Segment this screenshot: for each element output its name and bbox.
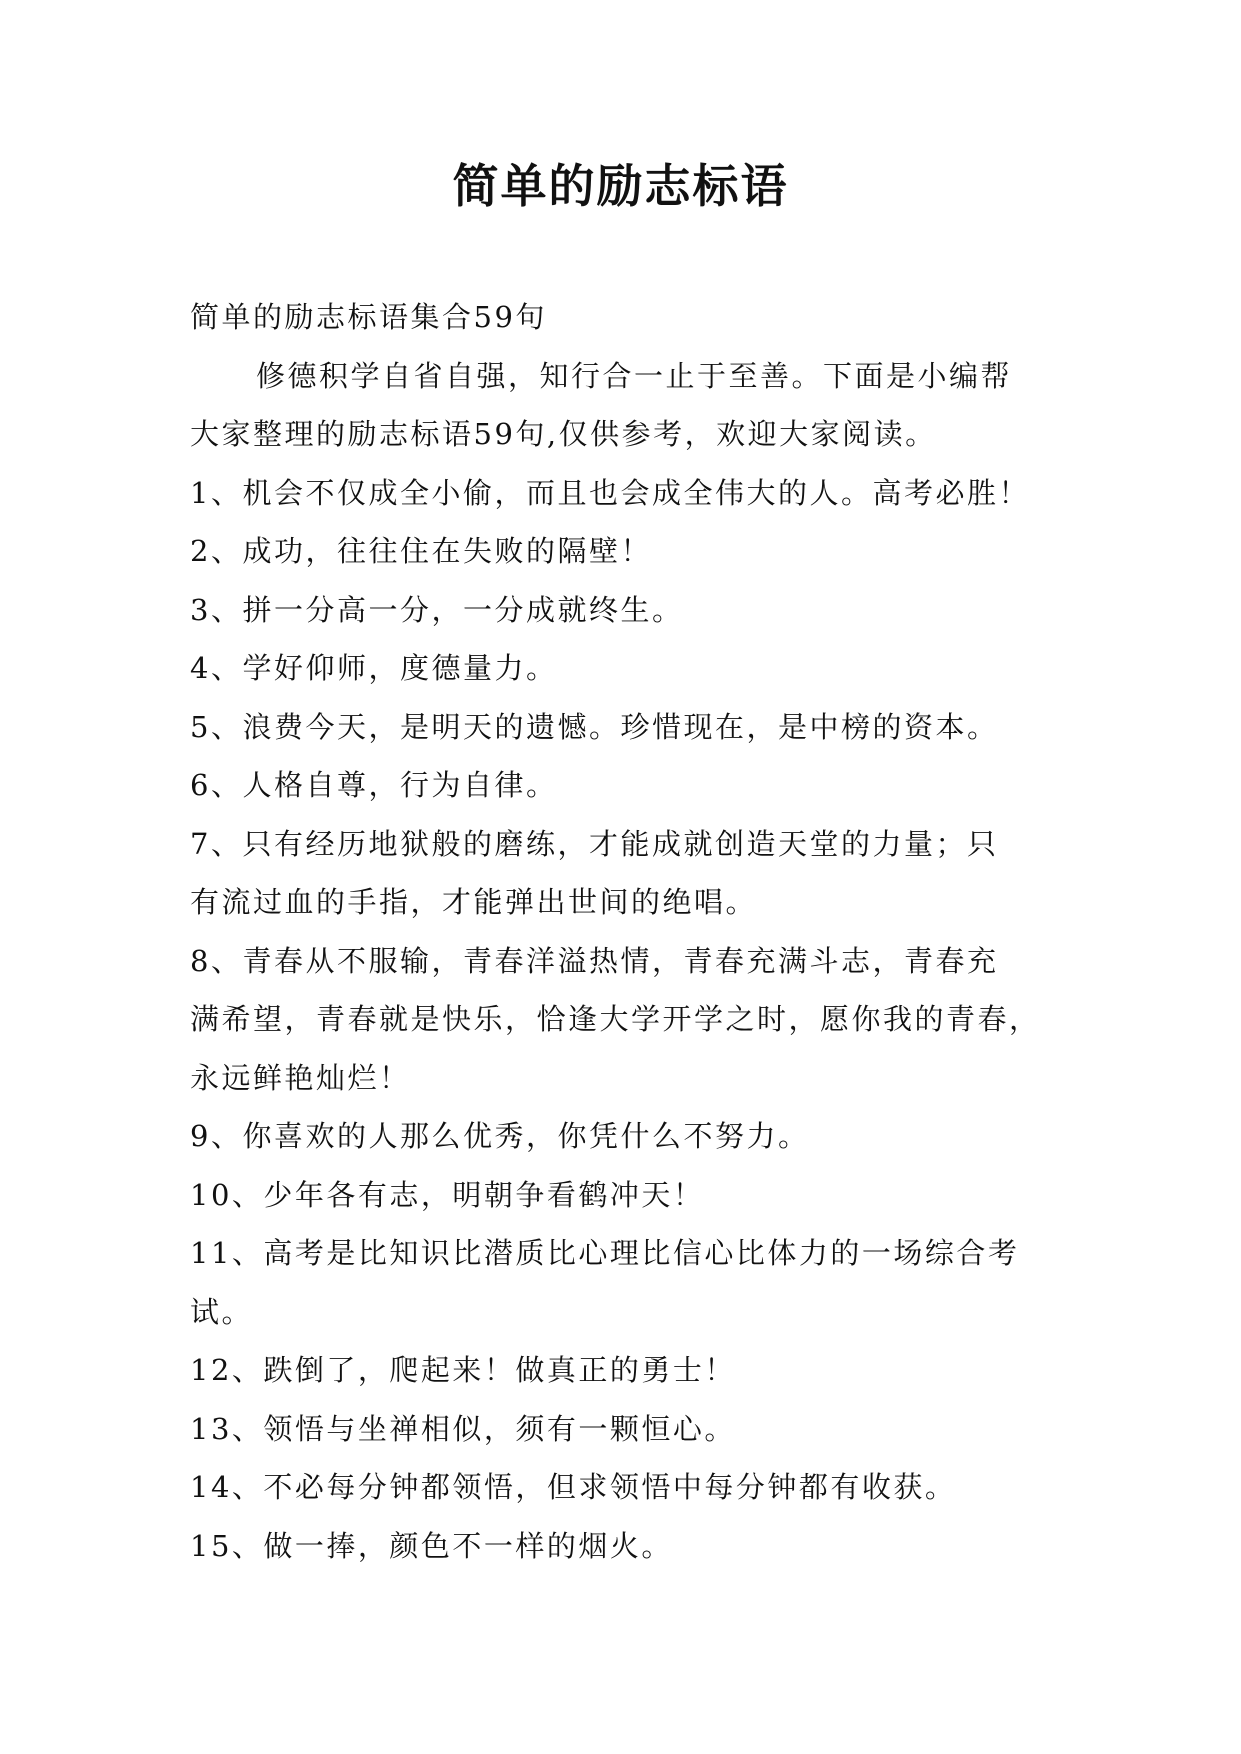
slogan-line: 9、你喜欢的人那么优秀，你凭什么不努力。 <box>190 1119 810 1153</box>
slogan-line: 14、不必每分钟都领悟，但求领悟中每分钟都有收获。 <box>190 1470 957 1504</box>
slogan-line: 5、浪费今天，是明天的遗憾。珍惜现在，是中榜的资本。 <box>190 709 999 744</box>
slogan-line: 7、只有经历地狱般的磨练，才能成就创造天堂的力量；只 <box>190 826 999 861</box>
slogan-line: 满希望，青春就是快乐，恰逢大学开学之时，愿你我的青春， <box>190 1002 1041 1036</box>
slogan-line: 11、高考是比知识比潜质比心理比信心比体力的一场综合考 <box>190 1236 1020 1270</box>
subtitle-line: 简单的励志标语集合59句 <box>190 300 547 334</box>
slogan-line: 13、领悟与坐禅相似，须有一颗恒心。 <box>190 1411 736 1446</box>
document-title: 简单的励志标语 <box>452 159 789 213</box>
slogan-line: 3、拼一分高一分，一分成就终生。 <box>190 592 684 627</box>
slogan-line: 1、机会不仅成全小偷，而且也会成全伟大的人。高考必胜！ <box>190 475 1030 510</box>
slogan-line: 永远鲜艳灿烂！ <box>190 1060 411 1095</box>
slogan-line: 4、学好仰师，度德量力。 <box>190 651 558 685</box>
document-body <box>190 288 1070 1575</box>
slogan-line: 试。 <box>190 1294 254 1329</box>
slogan-line: 有流过血的手指，才能弹出世间的绝唱。 <box>190 885 758 919</box>
intro-paragraph-line: 修德积学自省自强，知行合一止于至善。下面是小编帮 <box>256 358 1013 393</box>
slogan-line: 2、成功，往往住在失败的隔壁！ <box>190 534 652 568</box>
intro-paragraph-line: 大家整理的励志标语59句,仅供参考，欢迎大家阅读。 <box>190 417 937 451</box>
slogan-line: 15、做一捧，颜色不一样的烟火。 <box>190 1528 673 1563</box>
slogan-line: 6、人格自尊，行为自律。 <box>190 768 558 802</box>
slogan-line: 12、跌倒了，爬起来！做真正的勇士！ <box>190 1353 736 1387</box>
slogan-line: 10、少年各有志，明朝争看鹤冲天！ <box>190 1177 705 1212</box>
slogan-line: 8、青春从不服输，青春洋溢热情，青春充满斗志，青春充 <box>190 943 999 978</box>
